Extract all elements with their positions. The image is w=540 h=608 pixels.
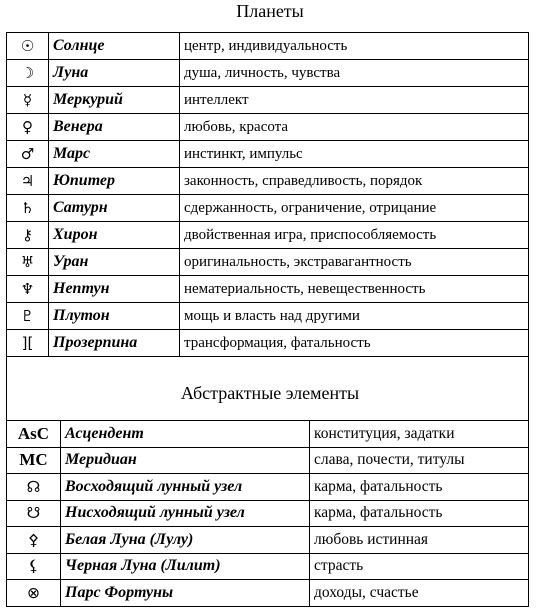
jupiter-icon: ♃ <box>7 168 49 195</box>
table-row <box>7 330 529 357</box>
element-meaning: страсть <box>310 553 529 580</box>
abstract-elements-table <box>6 420 529 607</box>
element-name: Марс <box>49 141 180 168</box>
table-row <box>7 276 529 303</box>
venus-icon: ♀ <box>7 114 49 141</box>
mars-icon: ♂ <box>7 141 49 168</box>
element-meaning: любовь, красота <box>180 114 529 141</box>
element-meaning: слава, почести, титулы <box>310 447 529 474</box>
chiron-icon: ⚷ <box>7 222 49 249</box>
element-meaning: сдержанность, ограничение, отрицание <box>180 195 529 222</box>
table-row <box>7 222 529 249</box>
table-row <box>7 168 529 195</box>
element-name: Прозерпина <box>49 330 180 357</box>
table-row <box>7 421 529 448</box>
element-name: Меркурий <box>49 87 180 114</box>
element-name: Нисходящий лунный узел <box>61 500 310 527</box>
table-row <box>7 33 529 60</box>
element-meaning: душа, личность, чувства <box>180 60 529 87</box>
element-name: Черная Луна (Лилит) <box>61 553 310 580</box>
element-name: Сатурн <box>49 195 180 222</box>
element-name: Солнце <box>49 33 180 60</box>
white-moon-icon: ⚴ <box>7 527 61 554</box>
table-row <box>7 553 529 580</box>
element-meaning: трансформация, фатальность <box>180 330 529 357</box>
element-name: Нептун <box>49 276 180 303</box>
planets-table <box>6 32 529 357</box>
table-row <box>7 87 529 114</box>
element-name: Парс Фортуны <box>61 580 310 607</box>
element-meaning: мощь и власть над другими <box>180 303 529 330</box>
table-row <box>7 249 529 276</box>
table-row <box>7 474 529 501</box>
element-meaning: любовь истинная <box>310 527 529 554</box>
table-row <box>7 447 529 474</box>
part-of-fortune-icon: ⊗ <box>7 580 61 607</box>
element-name: Луна <box>49 60 180 87</box>
element-name: Белая Луна (Лулу) <box>61 527 310 554</box>
element-meaning: оригинальность, экстравагантность <box>180 249 529 276</box>
table-row <box>7 500 529 527</box>
element-name: Юпитер <box>49 168 180 195</box>
element-meaning: нематериальность, невещественность <box>180 276 529 303</box>
element-meaning: законность, справедливость, порядок <box>180 168 529 195</box>
table-row <box>7 60 529 87</box>
element-meaning: конституция, задатки <box>310 421 529 448</box>
black-moon-icon: ⚸ <box>7 553 61 580</box>
mercury-icon: ☿ <box>7 87 49 114</box>
element-name: Уран <box>49 249 180 276</box>
element-meaning: доходы, счастье <box>310 580 529 607</box>
table-row <box>7 195 529 222</box>
element-meaning: интеллект <box>180 87 529 114</box>
element-meaning: центр, индивидуальность <box>180 33 529 60</box>
element-name: Плутон <box>49 303 180 330</box>
table-row <box>7 580 529 607</box>
element-meaning: карма, фатальность <box>310 474 529 501</box>
table-row <box>7 303 529 330</box>
pluto-icon: ♇ <box>7 303 49 330</box>
element-name: Асцендент <box>61 421 310 448</box>
element-meaning: инстинкт, импульс <box>180 141 529 168</box>
table-row <box>7 527 529 554</box>
element-meaning: карма, фатальность <box>310 500 529 527</box>
sun-icon: ☉ <box>7 33 49 60</box>
proserpina-icon: ][ <box>7 330 49 357</box>
table-row <box>7 141 529 168</box>
symbol-abbreviation: MC <box>7 447 61 474</box>
saturn-icon: ♄ <box>7 195 49 222</box>
south-node-icon: ☋ <box>7 500 61 527</box>
planets-title: Планеты <box>236 1 304 21</box>
symbol-abbreviation: AsC <box>7 421 61 448</box>
north-node-icon: ☊ <box>7 474 61 501</box>
moon-icon: ☽ <box>7 60 49 87</box>
element-name: Хирон <box>49 222 180 249</box>
element-name: Меридиан <box>61 447 310 474</box>
element-meaning: двойственная игра, приспособляемость <box>180 222 529 249</box>
element-name: Венера <box>49 114 180 141</box>
neptune-icon: ♆ <box>7 276 49 303</box>
uranus-icon: ♅ <box>7 249 49 276</box>
table-row <box>7 114 529 141</box>
element-name: Восходящий лунный узел <box>61 474 310 501</box>
abstract-title: Абстрактные элементы <box>180 383 360 403</box>
